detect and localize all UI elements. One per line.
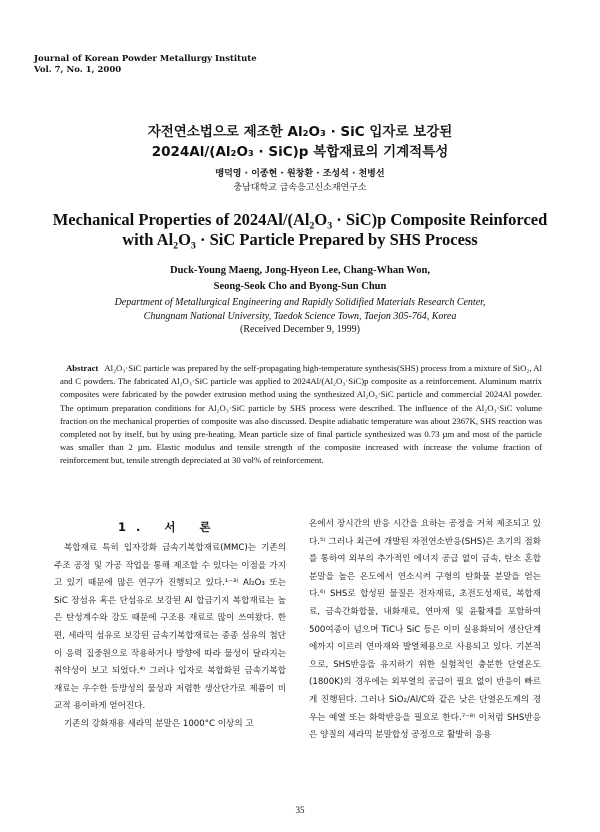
english-affiliation-line2: Chungnam National University, Taedok Science Town, Taejon 305-764, Korea <box>143 311 457 322</box>
journal-header <box>34 54 257 76</box>
journal-volume: Vol. 7, No. 1, 2000 <box>34 65 122 75</box>
english-authors-line2: Seong-Seok Cho and Byong-Sun Chun <box>213 281 387 292</box>
body-paragraph: 기존의 강화재용 세라믹 분말은 1000°C 이상의 고 <box>64 718 254 729</box>
english-affiliation-line1: Department of Metallurgical Engineering and Rapidly Solidified Materials Research Center, <box>114 297 486 308</box>
page-number: 35 <box>295 805 305 815</box>
english-authors-line1: Duck-Young Maeng, Jong-Hyeon Lee, Chang-Whan Won, <box>169 265 430 276</box>
korean-authors: 맹덕영 · 이종현 · 원창환 · 조성석 · 천병선 <box>215 169 385 179</box>
korean-affiliation: 충남대학교 급속응고신소재연구소 <box>233 183 367 193</box>
journal-name: Journal of Korean Powder Metallurgy Institute <box>34 54 257 64</box>
korean-title <box>0 122 600 162</box>
body-column-right <box>309 516 541 745</box>
english-title-line1: Mechanical Properties of 2024Al/(Al₂O₃ · SiC)p Composite Reinforced <box>52 210 548 229</box>
body-paragraph: 복합재료 특히 입자강화 금속기복합재료(MMC)는 기존의 주조 공정 및 가공 작업을 통해 제조할 수 있다는 이점을 가지고 있기 때문에 많은 연구가 진행되고 있다.¹⁻³⁾ Al₂O₃ 또는 SiC 장섬유 혹은 단섬유로 보강된 Al 합금기지 복합재료는 높은 탄성계수와 강도 때문에 구조용 재료로 많이 쓰여왔다. 한편, 세라믹 섬유로 보강된 금속기복합재료는 종종 섬유의 첨단이 응력 집중원으로 작용하거나 방향에 따라 물성이 달라지는 취약성이 보고 되었다.⁴⁾ 그러나 입자로 복합화된 금속기복합재료는 우수한 등방성의 물성과 저렴한 생산단가로 제품이 비교적 용이하게 얻어진다. <box>54 543 286 712</box>
body-paragraph: 온에서 장시간의 반응 시간을 요하는 공정을 거쳐 제조되고 있다.⁵⁾ 그러나 최근에 개발된 자전연소반응(SHS)은 초기의 점화를 통하여 외부의 추가적인 에너지 공급 없이 금속, 탄소 혼합 분말을 높은 온도에서 연소시켜 구형의 탄화물 분말을 얻는다.⁶⁾ SHS로 합성된 물질은 전자재료, 초전도성재료, 복합재료, 금속간화합물, 내화재료, 연마재 및 윤활제를 포함하여 500여종이 넘으며 TiC나 SiC 등은 이미 실용화되어 생산단계에까지 이르러 연마재와 발열체용으로 사용되고 있다. 기본적으로, SHS반응을 유지하기 위한 실험적인 충분한 단열온도(1800K)의 경우에는 외부열의 공급이 필요 없이 반응이 빠르게 진행된다. 그러나 SiO₂/Al/C와 같은 낮은 단열온도계의 경우는 예열 또는 화학반응을 필요로 한다.⁷⁻⁸⁾ 이처럼 SHS반응은 양질의 세라믹 분말합성 공정으로 활발히 응용 <box>309 519 541 741</box>
english-authors <box>0 263 600 295</box>
english-title <box>0 210 600 250</box>
abstract-label: Abstract <box>66 363 99 373</box>
korean-author-block <box>0 167 600 195</box>
korean-title-line2: 2024Al/(Al₂O₃ · SiC)p 복합재료의 기계적특성 <box>151 144 449 160</box>
section-heading: 1. 서 론 <box>118 520 221 534</box>
english-title-line2: with Al₂O₃ · SiC Particle Prepared by SHS Process <box>122 230 478 249</box>
abstract-text: Al₂O₃·SiC particle was prepared by the self-propagating high-temperature synthesis(SHS) process from a mixture of SiO₂, Al and C powders. The fabricated Al₂O₃·SiC particle was applied to 2024Al/(Al₂O₃·SiC)p composite as a reinforcement. Aluminum matrix composites were fabricated by the powder extrusion method using the synthesized Al₂O₃·SiC particle and commercial 2024Al powder. The optimum preparation conditions for Al₂O₃·SiC particle by SHS process were described. The influence of the Al₂O₃·SiC volume fraction on the mechanical properties of composite was also discussed. Despite adiabatic temperature was about 2367K, SHS reaction was completed not by itself, but by using pre-heating. Mean particle size of final particle synthesized was 0.73 µm and most of the particle was smaller than 2 µm. Elastic modulus and tensile strength of the composite increased with increase the volume fraction of reinforcement but, tensile strength depreciated at 30 vol% of reinforcement. <box>60 363 542 466</box>
english-affiliation <box>0 296 600 324</box>
received-date: (Received December 9, 1999) <box>240 324 360 335</box>
body-column-left <box>54 540 286 734</box>
korean-title-line1: 자전연소법으로 제조한 Al₂O₃ · SiC 입자로 보강된 <box>147 124 453 140</box>
abstract <box>60 362 542 468</box>
